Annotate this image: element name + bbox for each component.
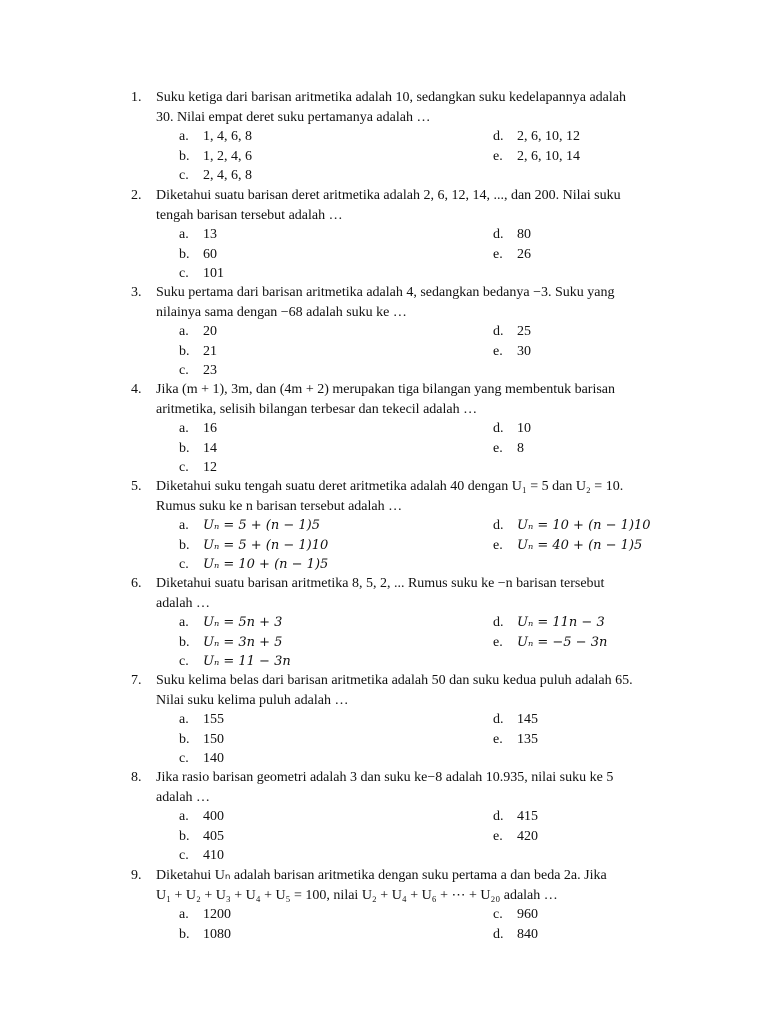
option-text: 840 xyxy=(517,926,538,942)
option-letter: b. xyxy=(179,828,190,844)
option-text: 155 xyxy=(203,712,224,727)
question-text-line: U₁ + U₂ + U₃ + U₄ + U₅ = 100, nilai U₂ + U₄ + U₆ + ⋯ + U₂₀ adalah … xyxy=(156,887,558,903)
option-letter: e. xyxy=(493,343,503,359)
option-text: 420 xyxy=(517,828,538,844)
question-text-line: Suku ketiga dari barisan aritmetika adalah 10, sedangkan suku kedelapannya adalah xyxy=(156,90,626,105)
question-number: 4. xyxy=(131,382,142,397)
option-d[interactable] xyxy=(493,322,531,342)
question-text xyxy=(156,768,696,807)
option-text: 135 xyxy=(517,731,538,747)
question-text-line: nilainya sama dengan −68 adalah suku ke … xyxy=(156,304,407,320)
option-text: Uₙ = 3n + 5 xyxy=(203,634,283,650)
option-text: Uₙ = 10 + (n − 1)5 xyxy=(203,557,329,572)
option-letter: a. xyxy=(179,324,189,339)
question-text xyxy=(156,186,696,225)
option-text: Uₙ = −5 − 3n xyxy=(517,634,608,650)
option-c[interactable] xyxy=(179,846,224,866)
question-number: 3. xyxy=(131,285,142,300)
option-b[interactable] xyxy=(179,536,328,556)
option-text: 1200 xyxy=(203,907,231,922)
option-text: 10 xyxy=(517,421,531,436)
option-letter: d. xyxy=(493,324,504,339)
question-number: 5. xyxy=(131,479,142,494)
option-text: 415 xyxy=(517,809,538,824)
option-text: 2, 6, 10, 12 xyxy=(517,129,580,144)
option-letter: c. xyxy=(179,460,189,475)
question-text-line: Diketahui suku tengah suatu deret aritmetika adalah 40 dengan U₁ = 5 dan U₂ = 10. xyxy=(156,479,624,494)
question-text-line: Diketahui suatu barisan aritmetika 8, 5, 2, ... Rumus suku ke −n barisan tersebut xyxy=(156,576,605,591)
option-letter: a. xyxy=(179,518,189,533)
option-letter: d. xyxy=(493,518,504,533)
option-a[interactable] xyxy=(179,905,231,925)
option-e[interactable] xyxy=(493,439,524,459)
question-text-line: adalah … xyxy=(156,595,211,611)
option-text: Uₙ = 11n − 3 xyxy=(517,615,605,630)
option-a[interactable] xyxy=(179,225,217,245)
option-text: 400 xyxy=(203,809,224,824)
option-letter: d. xyxy=(493,129,504,144)
question-text-line: aritmetika, selisih bilangan terbesar dan tekecil adalah … xyxy=(156,401,478,417)
option-a[interactable] xyxy=(179,419,217,439)
option-text: Uₙ = 5 + (n − 1)10 xyxy=(203,537,329,553)
question-number: 6. xyxy=(131,576,142,591)
option-b[interactable] xyxy=(179,245,217,265)
question-text-line: Jika rasio barisan geometri adalah 3 dan suku ke−8 adalah 10.935, nilai suku ke 5 xyxy=(156,770,614,785)
option-text: Uₙ = 5 + (n − 1)5 xyxy=(203,518,321,533)
option-letter: a. xyxy=(179,615,189,630)
option-d[interactable] xyxy=(493,225,531,245)
option-c[interactable] xyxy=(179,458,217,478)
option-text: 2, 6, 10, 14 xyxy=(517,148,580,164)
option-letter: c. xyxy=(179,654,189,669)
option-a[interactable] xyxy=(179,807,224,827)
question-number: 2. xyxy=(131,188,142,203)
question-number: 9. xyxy=(131,868,142,883)
option-b[interactable] xyxy=(179,827,224,847)
option-text: Uₙ = 40 + (n − 1)5 xyxy=(517,537,643,553)
question-text-line: Rumus suku ke n barisan tersebut adalah … xyxy=(156,498,403,514)
option-b[interactable] xyxy=(179,730,224,750)
question-text-line: Nilai suku kelima puluh adalah … xyxy=(156,692,349,708)
option-letter: e. xyxy=(493,731,503,747)
option-letter: d. xyxy=(493,227,504,242)
option-text: Uₙ = 10 + (n − 1)10 xyxy=(517,518,651,533)
option-letter: a. xyxy=(179,227,189,242)
question-text-line: 30. Nilai empat deret suku pertamanya adalah … xyxy=(156,109,431,125)
option-d[interactable] xyxy=(493,613,605,633)
question-text xyxy=(156,866,696,905)
option-e[interactable] xyxy=(493,633,607,653)
option-text: 13 xyxy=(203,227,217,242)
option-letter: b. xyxy=(179,926,190,942)
option-letter: d. xyxy=(493,926,504,942)
option-text: 21 xyxy=(203,343,217,359)
question-number: 1. xyxy=(131,90,142,105)
question-text-line: Diketahui suatu barisan deret aritmetika adalah 2, 6, 12, 14, ..., dan 200. Nilai suku xyxy=(156,188,621,203)
option-text: 960 xyxy=(517,907,538,922)
question-text-line: Jika (m + 1), 3m, dan (4m + 2) merupakan tiga bilangan yang membentuk barisan xyxy=(156,382,616,397)
question-text-line: adalah … xyxy=(156,789,211,805)
option-text: 150 xyxy=(203,731,224,747)
option-letter: a. xyxy=(179,712,189,727)
question-text xyxy=(156,477,696,516)
question-text xyxy=(156,88,696,127)
option-a[interactable] xyxy=(179,710,224,730)
question-text xyxy=(156,671,696,710)
option-text: 14 xyxy=(203,440,217,456)
option-e[interactable] xyxy=(493,827,538,847)
option-letter: e. xyxy=(493,148,503,164)
option-letter: b. xyxy=(179,634,190,650)
option-e[interactable] xyxy=(493,147,580,167)
option-b[interactable] xyxy=(179,439,217,459)
option-text: 23 xyxy=(203,363,217,378)
option-a[interactable] xyxy=(179,322,217,342)
option-b[interactable] xyxy=(179,633,282,653)
question-text xyxy=(156,380,696,419)
question-text xyxy=(156,283,696,322)
option-letter: a. xyxy=(179,421,189,436)
option-d[interactable] xyxy=(493,807,538,827)
option-text: 1080 xyxy=(203,926,231,942)
option-text: 30 xyxy=(517,343,531,359)
option-text: 410 xyxy=(203,848,224,863)
option-a[interactable] xyxy=(179,127,252,147)
option-c[interactable] xyxy=(179,264,224,284)
option-letter: e. xyxy=(493,246,503,262)
option-d[interactable] xyxy=(493,925,538,945)
option-text: 145 xyxy=(517,712,538,727)
option-letter: a. xyxy=(179,129,189,144)
option-letter: b. xyxy=(179,440,190,456)
option-c[interactable] xyxy=(179,166,252,186)
option-text: 140 xyxy=(203,751,224,766)
option-d[interactable] xyxy=(493,419,531,439)
option-letter: a. xyxy=(179,907,189,922)
option-text: 101 xyxy=(203,266,224,281)
option-e[interactable] xyxy=(493,245,531,265)
option-a[interactable] xyxy=(179,516,320,536)
option-text: Uₙ = 5n + 3 xyxy=(203,615,283,630)
option-letter: d. xyxy=(493,615,504,630)
option-c[interactable] xyxy=(493,905,538,925)
option-text: 20 xyxy=(203,324,217,339)
option-text: 1, 4, 6, 8 xyxy=(203,129,252,144)
option-e[interactable] xyxy=(493,342,531,362)
option-c[interactable] xyxy=(179,652,291,672)
option-letter: c. xyxy=(179,168,189,183)
option-letter: c. xyxy=(179,751,189,766)
question-number: 8. xyxy=(131,770,142,785)
question-text-line: Suku kelima belas dari barisan aritmetika adalah 50 dan suku kedua puluh adalah 65. xyxy=(156,673,633,688)
option-letter: b. xyxy=(179,343,190,359)
option-text: 25 xyxy=(517,324,531,339)
option-a[interactable] xyxy=(179,613,282,633)
option-letter: d. xyxy=(493,809,504,824)
option-c[interactable] xyxy=(179,749,224,769)
option-c[interactable] xyxy=(179,361,217,381)
option-text: 16 xyxy=(203,421,217,436)
option-letter: e. xyxy=(493,634,503,650)
option-letter: c. xyxy=(179,557,189,572)
question-text-line: Suku pertama dari barisan aritmetika adalah 4, sedangkan bedanya −3. Suku yang xyxy=(156,285,615,300)
option-b[interactable] xyxy=(179,147,252,167)
option-text: 1, 2, 4, 6 xyxy=(203,148,252,164)
option-text: 8 xyxy=(517,440,524,456)
option-c[interactable] xyxy=(179,555,328,575)
option-text: 26 xyxy=(517,246,531,262)
option-letter: a. xyxy=(179,809,189,824)
option-letter: c. xyxy=(493,907,503,922)
option-e[interactable] xyxy=(493,536,642,556)
option-d[interactable] xyxy=(493,516,651,536)
option-letter: e. xyxy=(493,440,503,456)
option-e[interactable] xyxy=(493,730,538,750)
option-text: 12 xyxy=(203,460,217,475)
option-letter: e. xyxy=(493,537,503,553)
option-b[interactable] xyxy=(179,925,231,945)
option-letter: d. xyxy=(493,712,504,727)
question-number: 7. xyxy=(131,673,142,688)
question-text-line: Diketahui Uₙ adalah barisan aritmetika dengan suku pertama a dan beda 2a. Jika xyxy=(156,868,607,883)
option-b[interactable] xyxy=(179,342,217,362)
option-letter: b. xyxy=(179,148,190,164)
option-text: 80 xyxy=(517,227,531,242)
question-text-line: tengah barisan tersebut adalah … xyxy=(156,207,343,223)
option-letter: e. xyxy=(493,828,503,844)
option-letter: c. xyxy=(179,363,189,378)
option-letter: c. xyxy=(179,848,189,863)
option-d[interactable] xyxy=(493,127,580,147)
option-letter: b. xyxy=(179,537,190,553)
option-text: 2, 4, 6, 8 xyxy=(203,168,252,183)
option-text: 60 xyxy=(203,246,217,262)
option-text: Uₙ = 11 − 3n xyxy=(203,654,291,669)
option-letter: c. xyxy=(179,266,189,281)
option-letter: d. xyxy=(493,421,504,436)
option-letter: b. xyxy=(179,246,190,262)
option-letter: b. xyxy=(179,731,190,747)
option-d[interactable] xyxy=(493,710,538,730)
question-text xyxy=(156,574,696,613)
option-text: 405 xyxy=(203,828,224,844)
